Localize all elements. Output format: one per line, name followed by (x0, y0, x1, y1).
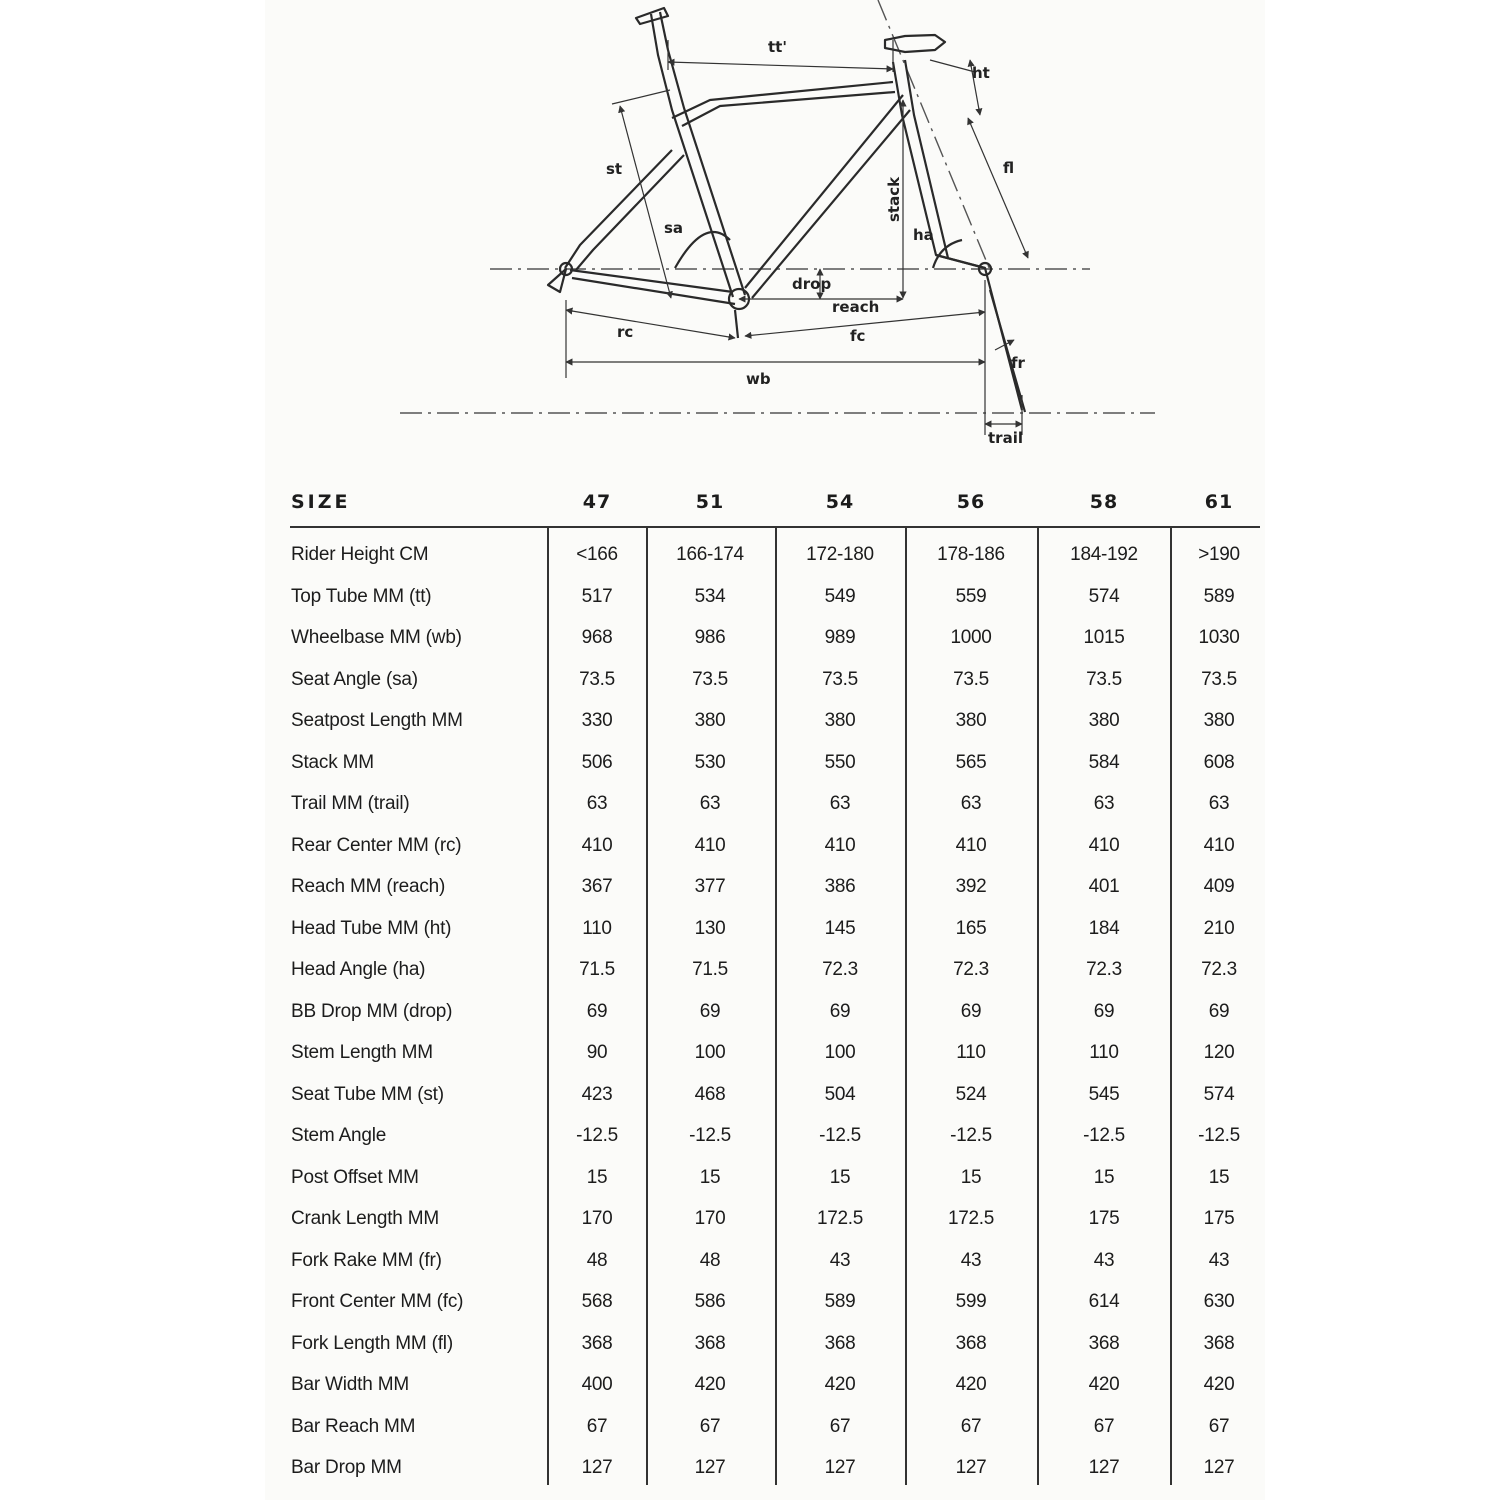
table-cell: 392 (955, 876, 987, 897)
table-row (0, 619, 1500, 660)
table-cell: 127 (581, 1457, 613, 1478)
table-row (0, 1200, 1500, 1241)
table-cell: -12.5 (576, 1125, 618, 1146)
table-cell: 120 (1203, 1042, 1235, 1063)
table-cell: 1000 (950, 627, 992, 648)
table-cell: 110 (956, 1042, 986, 1063)
table-cell: 574 (1088, 585, 1120, 607)
label-tt: tt' (768, 38, 787, 56)
table-cell: 377 (694, 876, 726, 897)
table-cell: 368 (694, 1332, 726, 1354)
table-cell: 589 (824, 1291, 856, 1312)
table-row (0, 536, 1500, 577)
table-cell: -12.5 (1083, 1125, 1125, 1146)
table-cell: 368 (824, 1332, 856, 1354)
table-cell: 178-186 (937, 544, 1005, 565)
table-row (0, 785, 1500, 826)
column-divider (547, 528, 549, 1485)
table-cell: 72.3 (1201, 959, 1237, 980)
table-row (0, 951, 1500, 992)
table-cell: 380 (955, 710, 987, 731)
table-row (0, 1159, 1500, 1200)
table-cell: 110 (1089, 1042, 1119, 1063)
label-fl: fl (1003, 159, 1015, 177)
table-cell: 184-192 (1070, 544, 1138, 565)
label-trail: trail (988, 429, 1023, 447)
table-cell: 420 (824, 1374, 856, 1395)
table-cell: 989 (824, 627, 856, 648)
table-cell: 410 (1088, 834, 1120, 856)
reference-lines (400, 0, 1155, 413)
label-stack: stack (885, 176, 903, 222)
row-label: Reach MM (reach) (291, 876, 446, 897)
bike-frame (548, 8, 1025, 412)
column-divider (775, 528, 777, 1485)
table-cell: 73.5 (579, 668, 615, 690)
table-cell: 367 (581, 876, 613, 897)
size-col-header: 61 (1204, 491, 1234, 513)
table-cell: 48 (586, 1249, 608, 1271)
table-cell: 589 (1203, 585, 1235, 607)
table-cell: 67 (1093, 1415, 1115, 1437)
row-label: Head Angle (ha) (291, 959, 426, 980)
table-cell: 506 (581, 751, 613, 773)
table-cell: 170 (694, 1208, 726, 1229)
table-cell: 559 (955, 585, 987, 607)
table-row (0, 1242, 1500, 1283)
table-cell: -12.5 (689, 1125, 731, 1146)
row-label: Wheelbase MM (wb) (291, 627, 462, 648)
table-cell: 368 (955, 1332, 987, 1354)
table-cell: 504 (824, 1083, 856, 1105)
table-cell: 15 (586, 1166, 608, 1188)
table-cell: 73.5 (1086, 668, 1122, 690)
table-cell: 172.5 (947, 1208, 995, 1229)
row-label: Rider Height CM (291, 544, 429, 565)
table-cell: 67 (699, 1415, 721, 1437)
table-cell: 584 (1088, 751, 1120, 773)
table-cell: 380 (694, 710, 726, 731)
table-row (0, 1034, 1500, 1075)
table-cell: 43 (960, 1249, 982, 1271)
table-cell: 420 (1203, 1374, 1235, 1395)
table-cell: 63 (1208, 793, 1230, 814)
table-cell: 175 (1203, 1208, 1235, 1229)
table-row (0, 702, 1500, 743)
table-cell: 368 (581, 1332, 613, 1354)
column-divider (1037, 528, 1039, 1485)
table-cell: 127 (824, 1457, 856, 1478)
table-cell: 67 (960, 1415, 982, 1437)
label-fr: fr (1011, 354, 1025, 372)
table-cell: 410 (824, 834, 856, 856)
table-cell: 410 (955, 834, 987, 856)
table-row (0, 578, 1500, 619)
row-label: Fork Length MM (fl) (291, 1332, 453, 1354)
table-cell: 184 (1088, 917, 1120, 939)
table-cell: 423 (581, 1083, 613, 1105)
table-row (0, 868, 1500, 909)
table-cell: 63 (1093, 793, 1115, 814)
size-col-header: 54 (825, 491, 855, 513)
table-cell: 67 (586, 1415, 608, 1437)
label-ht: ht (972, 64, 990, 82)
label-ha: ha (913, 226, 934, 244)
table-cell: 69 (960, 1000, 982, 1022)
table-cell: 63 (586, 793, 608, 814)
table-cell: -12.5 (1198, 1125, 1240, 1146)
size-col-header: 51 (695, 491, 725, 513)
table-cell: 210 (1203, 917, 1235, 939)
table-cell: 368 (1203, 1332, 1235, 1354)
table-cell: 15 (1093, 1166, 1115, 1188)
table-cell: 63 (699, 793, 721, 814)
table-cell: 71.5 (692, 959, 728, 980)
table-cell: 420 (694, 1374, 726, 1395)
table-cell: 175 (1088, 1208, 1120, 1229)
table-cell: 72.3 (1086, 959, 1122, 980)
column-divider (1170, 528, 1172, 1485)
table-cell: 90 (586, 1042, 608, 1063)
table-row (0, 827, 1500, 868)
table-cell: 409 (1203, 876, 1235, 897)
table-cell: 48 (699, 1249, 721, 1271)
row-label: BB Drop MM (drop) (291, 1000, 453, 1022)
row-label: Bar Drop MM (291, 1457, 402, 1478)
table-cell: 420 (955, 1374, 987, 1395)
table-cell: 420 (1088, 1374, 1120, 1395)
table-cell: -12.5 (950, 1125, 992, 1146)
row-label: Head Tube MM (ht) (291, 917, 452, 939)
table-cell: 63 (960, 793, 982, 814)
table-cell: 43 (1093, 1249, 1115, 1271)
row-label: Bar Width MM (291, 1374, 409, 1395)
table-cell: 69 (1093, 1000, 1115, 1022)
table-cell: 67 (1208, 1415, 1230, 1437)
table-cell: 380 (1203, 710, 1235, 731)
row-label: Stem Length MM (291, 1042, 433, 1063)
table-row (0, 661, 1500, 702)
table-row (0, 1076, 1500, 1117)
table-cell: 73.5 (692, 668, 728, 690)
table-cell: 67 (829, 1415, 851, 1437)
table-header-row (0, 478, 1500, 528)
label-sa: sa (664, 219, 684, 237)
table-cell: 410 (694, 834, 726, 856)
table-cell: 73.5 (953, 668, 989, 690)
row-label: Stem Angle (291, 1125, 387, 1146)
label-fc: fc (850, 327, 866, 345)
table-cell: 15 (829, 1166, 851, 1188)
table-cell: 400 (581, 1374, 613, 1395)
table-cell: 127 (955, 1457, 987, 1478)
size-col-header: 47 (582, 491, 612, 513)
table-cell: 72.3 (953, 959, 989, 980)
table-cell: 368 (1088, 1332, 1120, 1354)
row-label: Seatpost Length MM (291, 710, 463, 731)
table-cell: 69 (829, 1000, 851, 1022)
table-cell: 100 (824, 1042, 856, 1063)
row-label: Seat Angle (sa) (291, 668, 418, 690)
table-cell: 100 (694, 1042, 726, 1063)
row-label: Crank Length MM (291, 1208, 440, 1229)
table-cell: 380 (824, 710, 856, 731)
table-cell: 1015 (1083, 627, 1125, 648)
table-cell: 69 (699, 1000, 721, 1022)
table-cell: 534 (694, 585, 726, 607)
table-cell: 69 (586, 1000, 608, 1022)
table-cell: <166 (576, 544, 618, 565)
table-cell: 608 (1203, 751, 1235, 773)
row-label: Post Offset MM (291, 1166, 419, 1188)
table-cell: 110 (582, 917, 612, 939)
row-label: Trail MM (trail) (291, 793, 410, 814)
table-cell: 410 (581, 834, 613, 856)
table-cell: 517 (581, 585, 613, 607)
table-row (0, 1408, 1500, 1449)
column-divider (905, 528, 907, 1485)
table-row (0, 1449, 1500, 1490)
table-cell: 599 (955, 1291, 987, 1312)
table-cell: 524 (955, 1083, 987, 1105)
frame-geometry-diagram (0, 0, 1500, 470)
table-cell: 330 (581, 710, 613, 731)
row-label: Top Tube MM (tt) (291, 585, 432, 607)
label-drop: drop (792, 275, 832, 293)
table-row (0, 1117, 1500, 1158)
size-header: SIZE (291, 491, 351, 513)
row-label: Rear Center MM (rc) (291, 834, 462, 856)
table-cell: 968 (581, 627, 613, 648)
row-label: Stack MM (291, 751, 374, 773)
table-cell: 165 (955, 917, 987, 939)
table-cell: 550 (824, 751, 856, 773)
table-cell: 386 (824, 876, 856, 897)
table-cell: 69 (1208, 1000, 1230, 1022)
table-cell: 71.5 (579, 959, 615, 980)
row-label: Fork Rake MM (fr) (291, 1249, 442, 1271)
label-wb: wb (746, 370, 771, 388)
table-cell: 43 (829, 1249, 851, 1271)
table-row (0, 744, 1500, 785)
label-reach: reach (832, 298, 880, 316)
table-cell: 568 (581, 1291, 613, 1312)
table-cell: 172-180 (806, 544, 874, 565)
row-label: Bar Reach MM (291, 1415, 416, 1437)
table-cell: 630 (1203, 1291, 1235, 1312)
table-cell: >190 (1198, 544, 1240, 565)
table-row (0, 1366, 1500, 1407)
table-cell: 986 (694, 627, 726, 648)
row-label: Front Center MM (fc) (291, 1291, 464, 1312)
table-cell: -12.5 (819, 1125, 861, 1146)
table-cell: 63 (829, 793, 851, 814)
table-cell: 73.5 (822, 668, 858, 690)
table-cell: 127 (1203, 1457, 1235, 1478)
table-cell: 127 (694, 1457, 726, 1478)
size-col-header: 56 (956, 491, 986, 513)
table-cell: 468 (694, 1083, 726, 1105)
table-cell: 15 (960, 1166, 982, 1188)
table-cell: 166-174 (676, 544, 744, 565)
table-cell: 410 (1203, 834, 1235, 856)
row-label: Seat Tube MM (st) (291, 1083, 444, 1105)
table-cell: 574 (1203, 1083, 1235, 1105)
table-cell: 130 (694, 917, 726, 939)
table-cell: 72.3 (822, 959, 858, 980)
table-row (0, 993, 1500, 1034)
table-cell: 401 (1088, 876, 1120, 897)
table-cell: 43 (1208, 1249, 1230, 1271)
table-row (0, 1283, 1500, 1324)
table-cell: 145 (824, 917, 856, 939)
table-cell: 127 (1088, 1457, 1120, 1478)
table-cell: 614 (1088, 1291, 1120, 1312)
table-cell: 73.5 (1201, 668, 1237, 690)
table-cell: 170 (581, 1208, 613, 1229)
table-row (0, 1325, 1500, 1366)
table-cell: 1030 (1198, 627, 1240, 648)
geometry-table (0, 478, 1500, 1498)
column-divider (646, 528, 648, 1485)
table-cell: 549 (824, 585, 856, 607)
table-cell: 530 (694, 751, 726, 773)
table-cell: 586 (694, 1291, 726, 1312)
table-cell: 565 (955, 751, 987, 773)
table-cell: 172.5 (816, 1208, 864, 1229)
size-col-header: 58 (1089, 491, 1119, 513)
table-cell: 545 (1088, 1083, 1120, 1105)
label-st: st (606, 160, 623, 178)
label-rc: rc (617, 323, 634, 341)
table-cell: 15 (699, 1166, 721, 1188)
table-row (0, 910, 1500, 951)
table-cell: 15 (1208, 1166, 1230, 1188)
table-cell: 380 (1088, 710, 1120, 731)
